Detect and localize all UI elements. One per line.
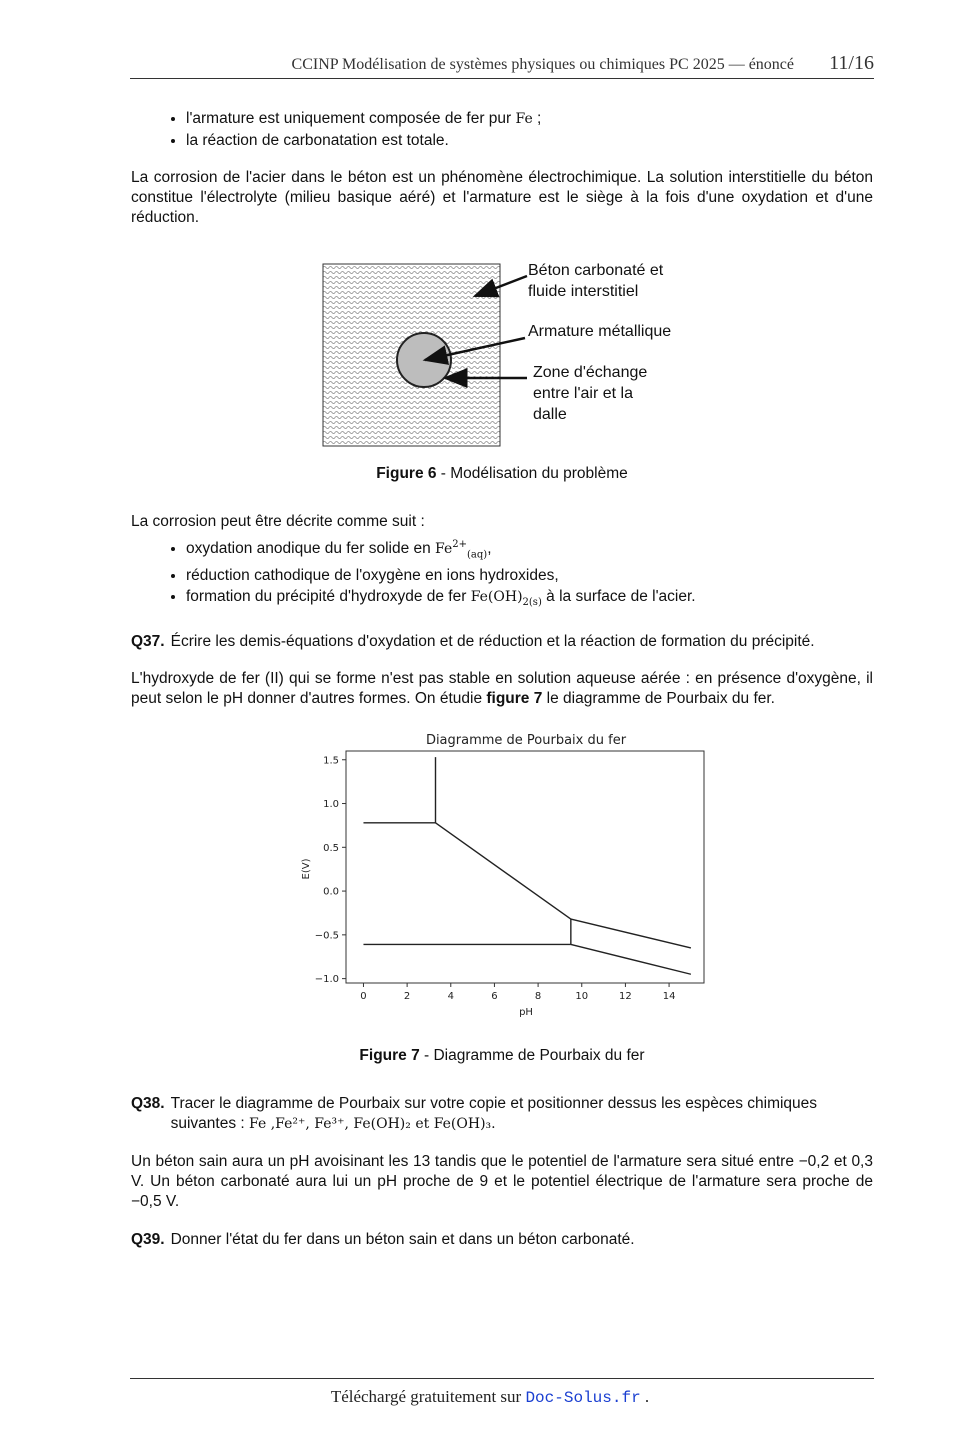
label-exchange-zone: Zone d'échange entre l'air et la dalle <box>533 364 648 423</box>
label-rebar: Armature métallique <box>528 323 672 340</box>
x-tick-label: 14 <box>662 991 676 1003</box>
figure-6-caption: Figure 6 - Modélisation du problème <box>376 465 628 482</box>
page-number: 11/16 <box>829 52 874 74</box>
page-header <box>130 52 874 79</box>
y-tick-label: −0.5 <box>314 930 339 942</box>
x-tick-label: 8 <box>534 991 542 1003</box>
footer-link[interactable]: Doc-Solus.fr <box>525 1389 641 1407</box>
question-39 <box>131 1230 873 1250</box>
question-37 <box>131 632 873 652</box>
pourbaix-boundary-line <box>571 919 691 948</box>
x-tick-label: 4 <box>447 991 454 1003</box>
list-item: • l'armature est uniquement composée de fer pur Fe ; <box>186 108 873 130</box>
y-tick-label: 0.0 <box>323 886 339 898</box>
question-38 <box>131 1094 873 1134</box>
x-tick-label: 10 <box>575 991 589 1003</box>
y-axis <box>315 756 346 986</box>
x-tick-label: 12 <box>619 991 632 1003</box>
x-tick-label: 6 <box>491 991 498 1003</box>
pourbaix-boundary-line <box>571 945 691 975</box>
paragraph-1: La corrosion de l'acier dans le béton est un phénomène électrochimique. La solution interstitielle du béton constitue l'électrolyte (milieu basique aéré) et l'armature est le siège à la fois d'une oxydation et d'une réduction. <box>131 169 873 226</box>
plot-lines <box>363 757 690 974</box>
x-tick-label: 0 <box>360 991 367 1003</box>
x-tick-label: 2 <box>403 991 411 1003</box>
figure-6 <box>131 250 873 466</box>
list-item: • réduction cathodique de l'oxygène en ions hydroxides, <box>186 565 873 586</box>
x-axis-label: pH <box>519 1007 533 1019</box>
paragraph-4: Un béton sain aura un pH avoisinant les 13 tandis que le potentiel de l'armature sera situé entre −0,2 et 0,3 V. Un béton carbonaté aura lui un pH proche de 9 et le potentiel électrique de l'armature sera proche de −0,5 V. <box>131 1153 873 1211</box>
question-text: Tracer le diagramme de Pourbaix sur votre copie et positionner dessus les espèces chimiques suivantes : Fe ,Fe²⁺, Fe³⁺, Fe(OH)₂ et Fe(OH)₃. <box>170 1095 818 1133</box>
page-footer: Téléchargé gratuitement sur Doc-Solus.fr . <box>330 1387 650 1407</box>
steel-rebar <box>397 333 451 387</box>
x-axis <box>360 983 675 1002</box>
y-tick-label: 1.0 <box>323 799 339 811</box>
y-axis-label: E(V) <box>301 858 312 880</box>
header-title: CCINP Modélisation de systèmes physiques ou chimiques PC 2025 — énoncé <box>291 56 794 73</box>
list-item: • la réaction de carbonatation est totale. <box>186 130 873 151</box>
bullet-list-corrosion <box>131 534 873 613</box>
paragraph-3: L'hydroxyde de fer (II) qui se forme n'est pas stable en solution aqueuse aérée : en présence d'oxygène, il peut selon le pH donner d'autres formes. On étudie figure 7 le diagramme de Pourbaix du fer. <box>131 670 873 708</box>
figure-7 <box>131 729 873 1047</box>
y-tick-label: −1.0 <box>314 974 339 986</box>
paragraph-2: La corrosion peut être décrite comme suit : <box>131 513 425 530</box>
label-concrete: Béton carbonaté et fluide interstitiel <box>528 262 664 300</box>
list-item: • oxydation anodique du fer solide en $Fe^{2+}_{(aq)}$, <box>186 534 873 565</box>
plot-frame <box>346 751 704 983</box>
question-text: Donner l'état du fer dans un béton sain et dans un béton carbonaté. <box>170 1231 635 1249</box>
figure-7-caption: Figure 7 - Diagramme de Pourbaix du fer <box>359 1047 645 1065</box>
list-item: • formation du précipité d'hydroxyde de fer $Fe(OH)_{2(s)}$ à la surface de l'acier. <box>186 586 873 613</box>
page-content <box>131 108 873 1250</box>
chart-title: Diagramme de Pourbaix du fer <box>425 733 627 749</box>
question-label: Q37. <box>131 633 165 651</box>
question-label: Q38. <box>131 1095 165 1113</box>
question-text: Écrire les demis-équations d'oxydation et de réduction et la réaction de formation du précipité. <box>170 633 815 651</box>
bullet-list-top <box>131 108 873 151</box>
pourbaix-chart <box>131 729 873 1047</box>
y-tick-label: 0.5 <box>323 843 339 855</box>
pourbaix-boundary-line <box>436 823 571 919</box>
y-tick-label: 1.5 <box>323 755 339 767</box>
figure-6-drawing <box>131 250 873 466</box>
footer-divider <box>130 1378 874 1379</box>
question-label: Q39. <box>131 1231 165 1249</box>
